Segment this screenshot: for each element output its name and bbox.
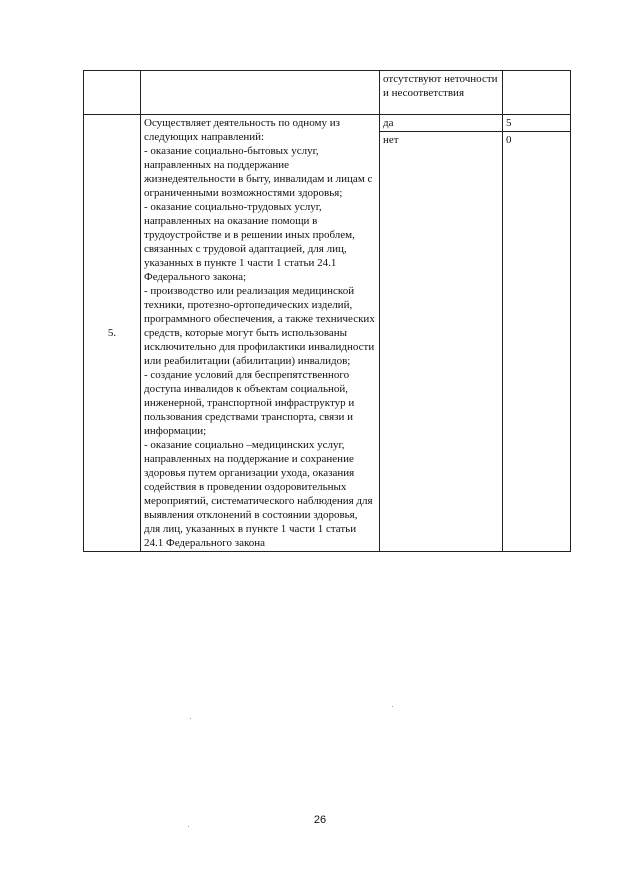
cell-answer-da: да [380, 115, 503, 132]
scan-speck [190, 718, 191, 719]
cell-score-net: 0 [503, 132, 571, 552]
cell-criteria-main: Осуществляет деятельность по одному из следующих направлений: - оказание социально-бытовых услуг, направленных на поддержание жизнедеятельности в быту, инвалидам и лицам с ограниченными возможностями здоровья; - оказание социально-трудовых услуг, направленных на оказание помощи в трудоустройстве и в решении иных проблем, связанных с трудовой адаптацией, для лиц, указанных в пункте 1 части 1 статьи 24.1 Федерального закона; - производство или реализация медицинской техники, протезно-ортопедических изделий, программного обеспечения, а также технических средств, которые могут быть использованы исключительно для профилактики инвалидности или реабилитации (абилитации) инвалидов; - создание условий для беспрепятственного доступа инвалидов к объектам социальной, инженерной, транспортной инфраструктур и пользования средствами транспорта, связи и информации; - оказание социально –медицинских услуг, направленных на поддержание и сохранение здоровья путем организации ухода, оказания содействия в проведении оздоровительных мероприятий, систематического наблюдения для выявления отклонений в состоянии здоровья, для лиц, указанных в пункте 1 части 1 статьи 24.1 Федерального закона [141, 115, 380, 552]
cell-num-top [84, 71, 141, 115]
scan-speck [188, 826, 189, 827]
cell-criteria-top [141, 71, 380, 115]
cell-score-top [503, 71, 571, 115]
page-number: 26 [313, 814, 327, 826]
cell-answer-top: отсутствуют неточности и несоответствия [380, 71, 503, 115]
table-row-top [84, 71, 571, 115]
table-row-da [84, 115, 571, 132]
cell-score-da: 5 [503, 115, 571, 132]
cell-answer-net: нет [380, 132, 503, 552]
scan-speck [392, 706, 393, 707]
cell-num-main: 5. [84, 115, 141, 552]
criteria-table [83, 70, 571, 552]
